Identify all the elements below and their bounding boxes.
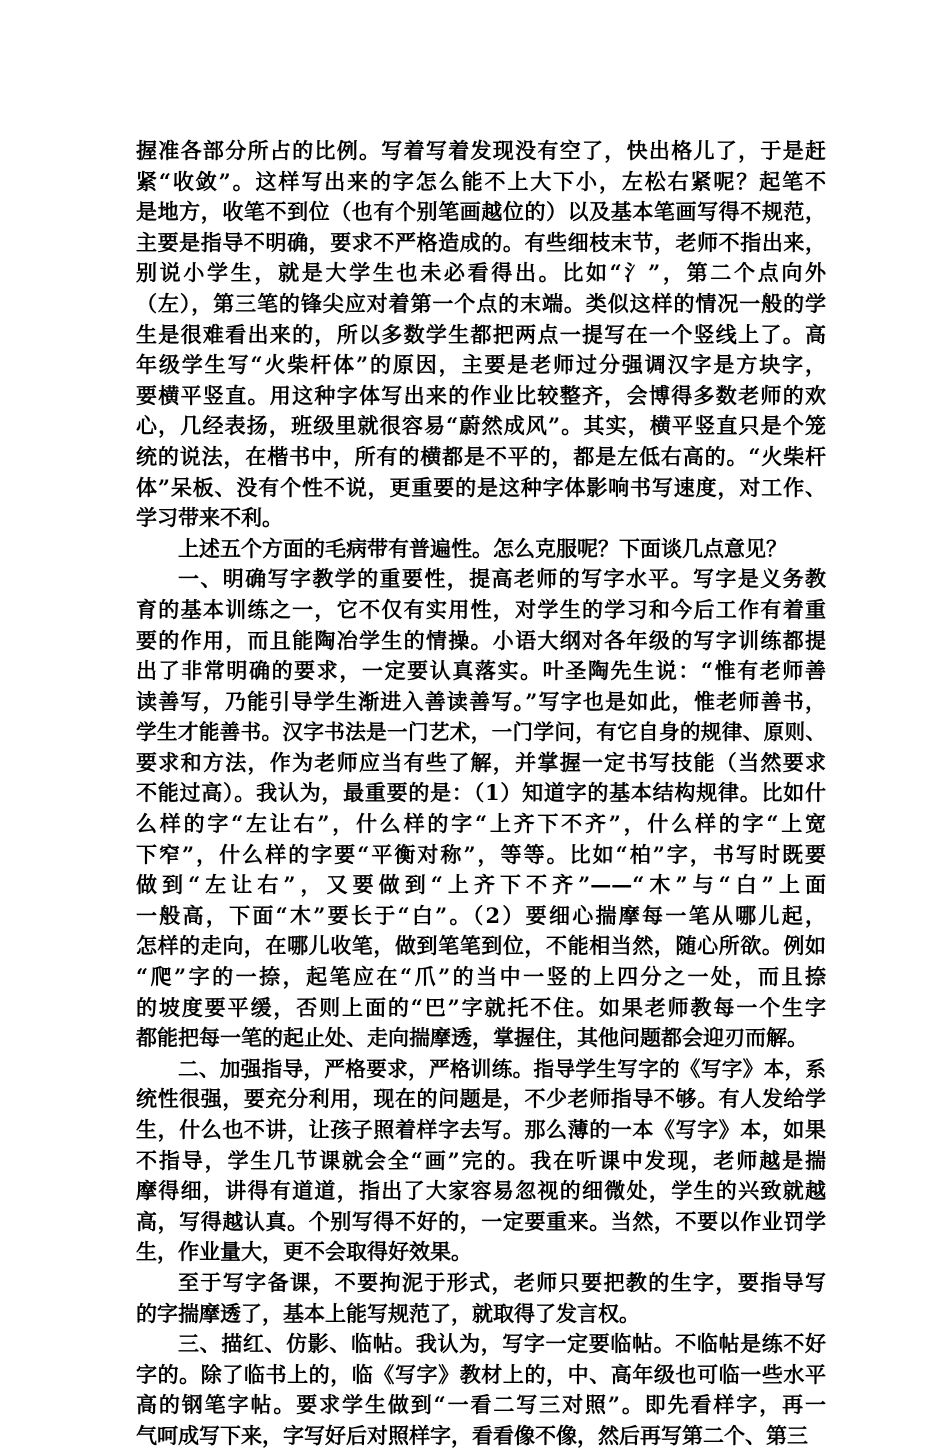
text-line: 下窄”，什么样的字要“平衡对称”，等等。比如“柏”字，书写时既要 [136,841,826,867]
text-line: （左），第三笔的锋尖应对着第一个点的末端。类似这样的情况一般的学 [136,290,826,316]
paragraph [136,1054,826,1268]
text-line: “爬”字的一捺，起笔应在“爪”的当中一竖的上四分之一处，而且捺 [136,964,826,990]
text-line: 生是很难看出来的，所以多数学生都把两点一提写在一个竖线上了。高 [136,321,826,347]
text-line: 的字揣摩透了，基本上能写规范了，就取得了发言权。 [136,1300,640,1326]
paragraph [136,534,826,565]
document-body [136,136,826,1452]
text-line: 学习带来不利。 [136,505,283,531]
paragraph [136,1329,826,1451]
text-line: 统性很强，要充分利用，现在的问题是，不少老师指导不够。有人发给学 [136,1086,826,1112]
text-line: 要求和方法，作为老师应当有些了解，并掌握一定书写技能（当然要求 [136,749,826,775]
paragraph [136,564,826,1054]
text-line: 都能把每一笔的起止处、走向揣摩透，掌握住，其他问题都会迎刃而解。 [136,1025,808,1051]
text-line: 育的基本训练之一，它不仅有实用性，对学生的学习和今后工作有着重 [136,596,826,622]
text-line: 生，作业量大，更不会取得好效果。 [136,1239,472,1265]
text-line: 生，什么也不讲，让孩子照着样字去写。那么薄的一本《写字》本，如果 [136,1117,826,1142]
text-line: 统的说法，在楷书中，所有的横都是不平的，都是左低右高的。“火柴杆 [136,443,826,469]
text-line: 怎样的走向，在哪儿收笔，做到笔笔到位，不能相当然，随心所欲。例如 [136,933,826,959]
text-line: 做到“左让右”，又要做到“上齐下不齐”——“木”与“白”上面 [136,872,826,898]
paragraph [136,1268,826,1329]
text-line: 的坡度要平缓，否则上面的“巴”字就托不住。如果老师教每一个生字 [136,994,826,1020]
text-line: 上述五个方面的毛病带有普遍性。怎么克服呢？下面谈几点意见？ [178,535,787,561]
text-line: 至于写字备课，不要拘泥于形式，老师只要把教的生字，要指导写 [178,1269,826,1295]
text-line: 气呵成写下来，字写好后对照样字，看看像不像，然后再写第二个、第三 [136,1422,808,1448]
text-line: 握准各部分所占的比例。写着写着发现没有空了，快出格儿了，于是赶 [136,138,826,163]
text-line: 年级学生写“火柴杆体”的原因，主要是老师过分强调汉字是方块字， [136,352,826,378]
text-line: 么样的字“左让右”，什么样的字“上齐下不齐”，什么样的字“上宽 [136,811,826,837]
text-line: 一般高，下面“木”要长于“白”。（2）要细心揣摩每一笔从哪儿起， [136,902,826,928]
text-line: 一、明确写字教学的重要性，提高老师的写字水平。写字是义务教 [178,566,826,592]
text-line: 不指导，学生几节课就会全“画”完的。我在听课中发现，老师越是揣 [136,1147,826,1173]
text-line: 主要是指导不明确，要求不严格造成的。有些细枝末节，老师不指出来， [136,229,826,255]
text-line: 三、描红、仿影、临帖。我认为，写字一定要临帖。不临帖是练不好 [178,1331,826,1357]
text-line: 出了非常明确的要求，一定要认真落实。叶圣陶先生说：“惟有老师善 [136,658,826,684]
text-line: 摩得细，讲得有道道，指出了大家容易忽视的细微处，学生的兴致就越 [136,1178,826,1204]
text-line: 学生才能善书。汉字书法是一门艺术，一门学问，有它自身的规律、原则、 [136,720,826,745]
text-line: 要横平竖直。用这种字体写出来的作业比较整齐，会博得多数老师的欢 [136,382,826,408]
text-line: 二、加强指导，严格要求，严格训练。指导学生写字的《写字》本，系 [178,1056,826,1081]
text-line: 高的钢笔字帖。要求学生做到“一看二写三对照”。即先看样字，再一 [136,1392,826,1418]
text-line: 是地方，收笔不到位（也有个别笔画越位的）以及基本笔画写得不规范， [136,199,826,225]
text-line: 字的。除了临书上的，临《写字》教材上的，中、高年级也可临一些水平 [136,1361,826,1387]
text-line: 体”呆板、没有个性不说，更重要的是这种字体影响书写速度，对工作、 [136,474,826,500]
text-line: 心，几经表扬，班级里就很容易“蔚然成风”。其实，横平竖直只是个笼 [136,413,826,439]
paragraph [136,136,826,534]
text-line: 别说小学生，就是大学生也未必看得出。比如“氵”，第二个点向外 [136,260,826,286]
text-line: 读善写，乃能引导学生渐进入善读善写。”写字也是如此，惟老师善书， [136,688,826,714]
text-line: 高，写得越认真。个别写得不好的，一定要重来。当然，不要以作业罚学 [136,1208,826,1234]
text-line: 不能过高）。我认为，最重要的是：（1）知道字的基本结构规律。比如什 [136,780,826,806]
text-line: 紧“收敛”。这样写出来的字怎么能不上大下小，左松右紧呢？起笔不 [136,168,826,194]
text-line: 要的作用，而且能陶冶学生的情操。小语大纲对各年级的写字训练都提 [136,627,826,653]
